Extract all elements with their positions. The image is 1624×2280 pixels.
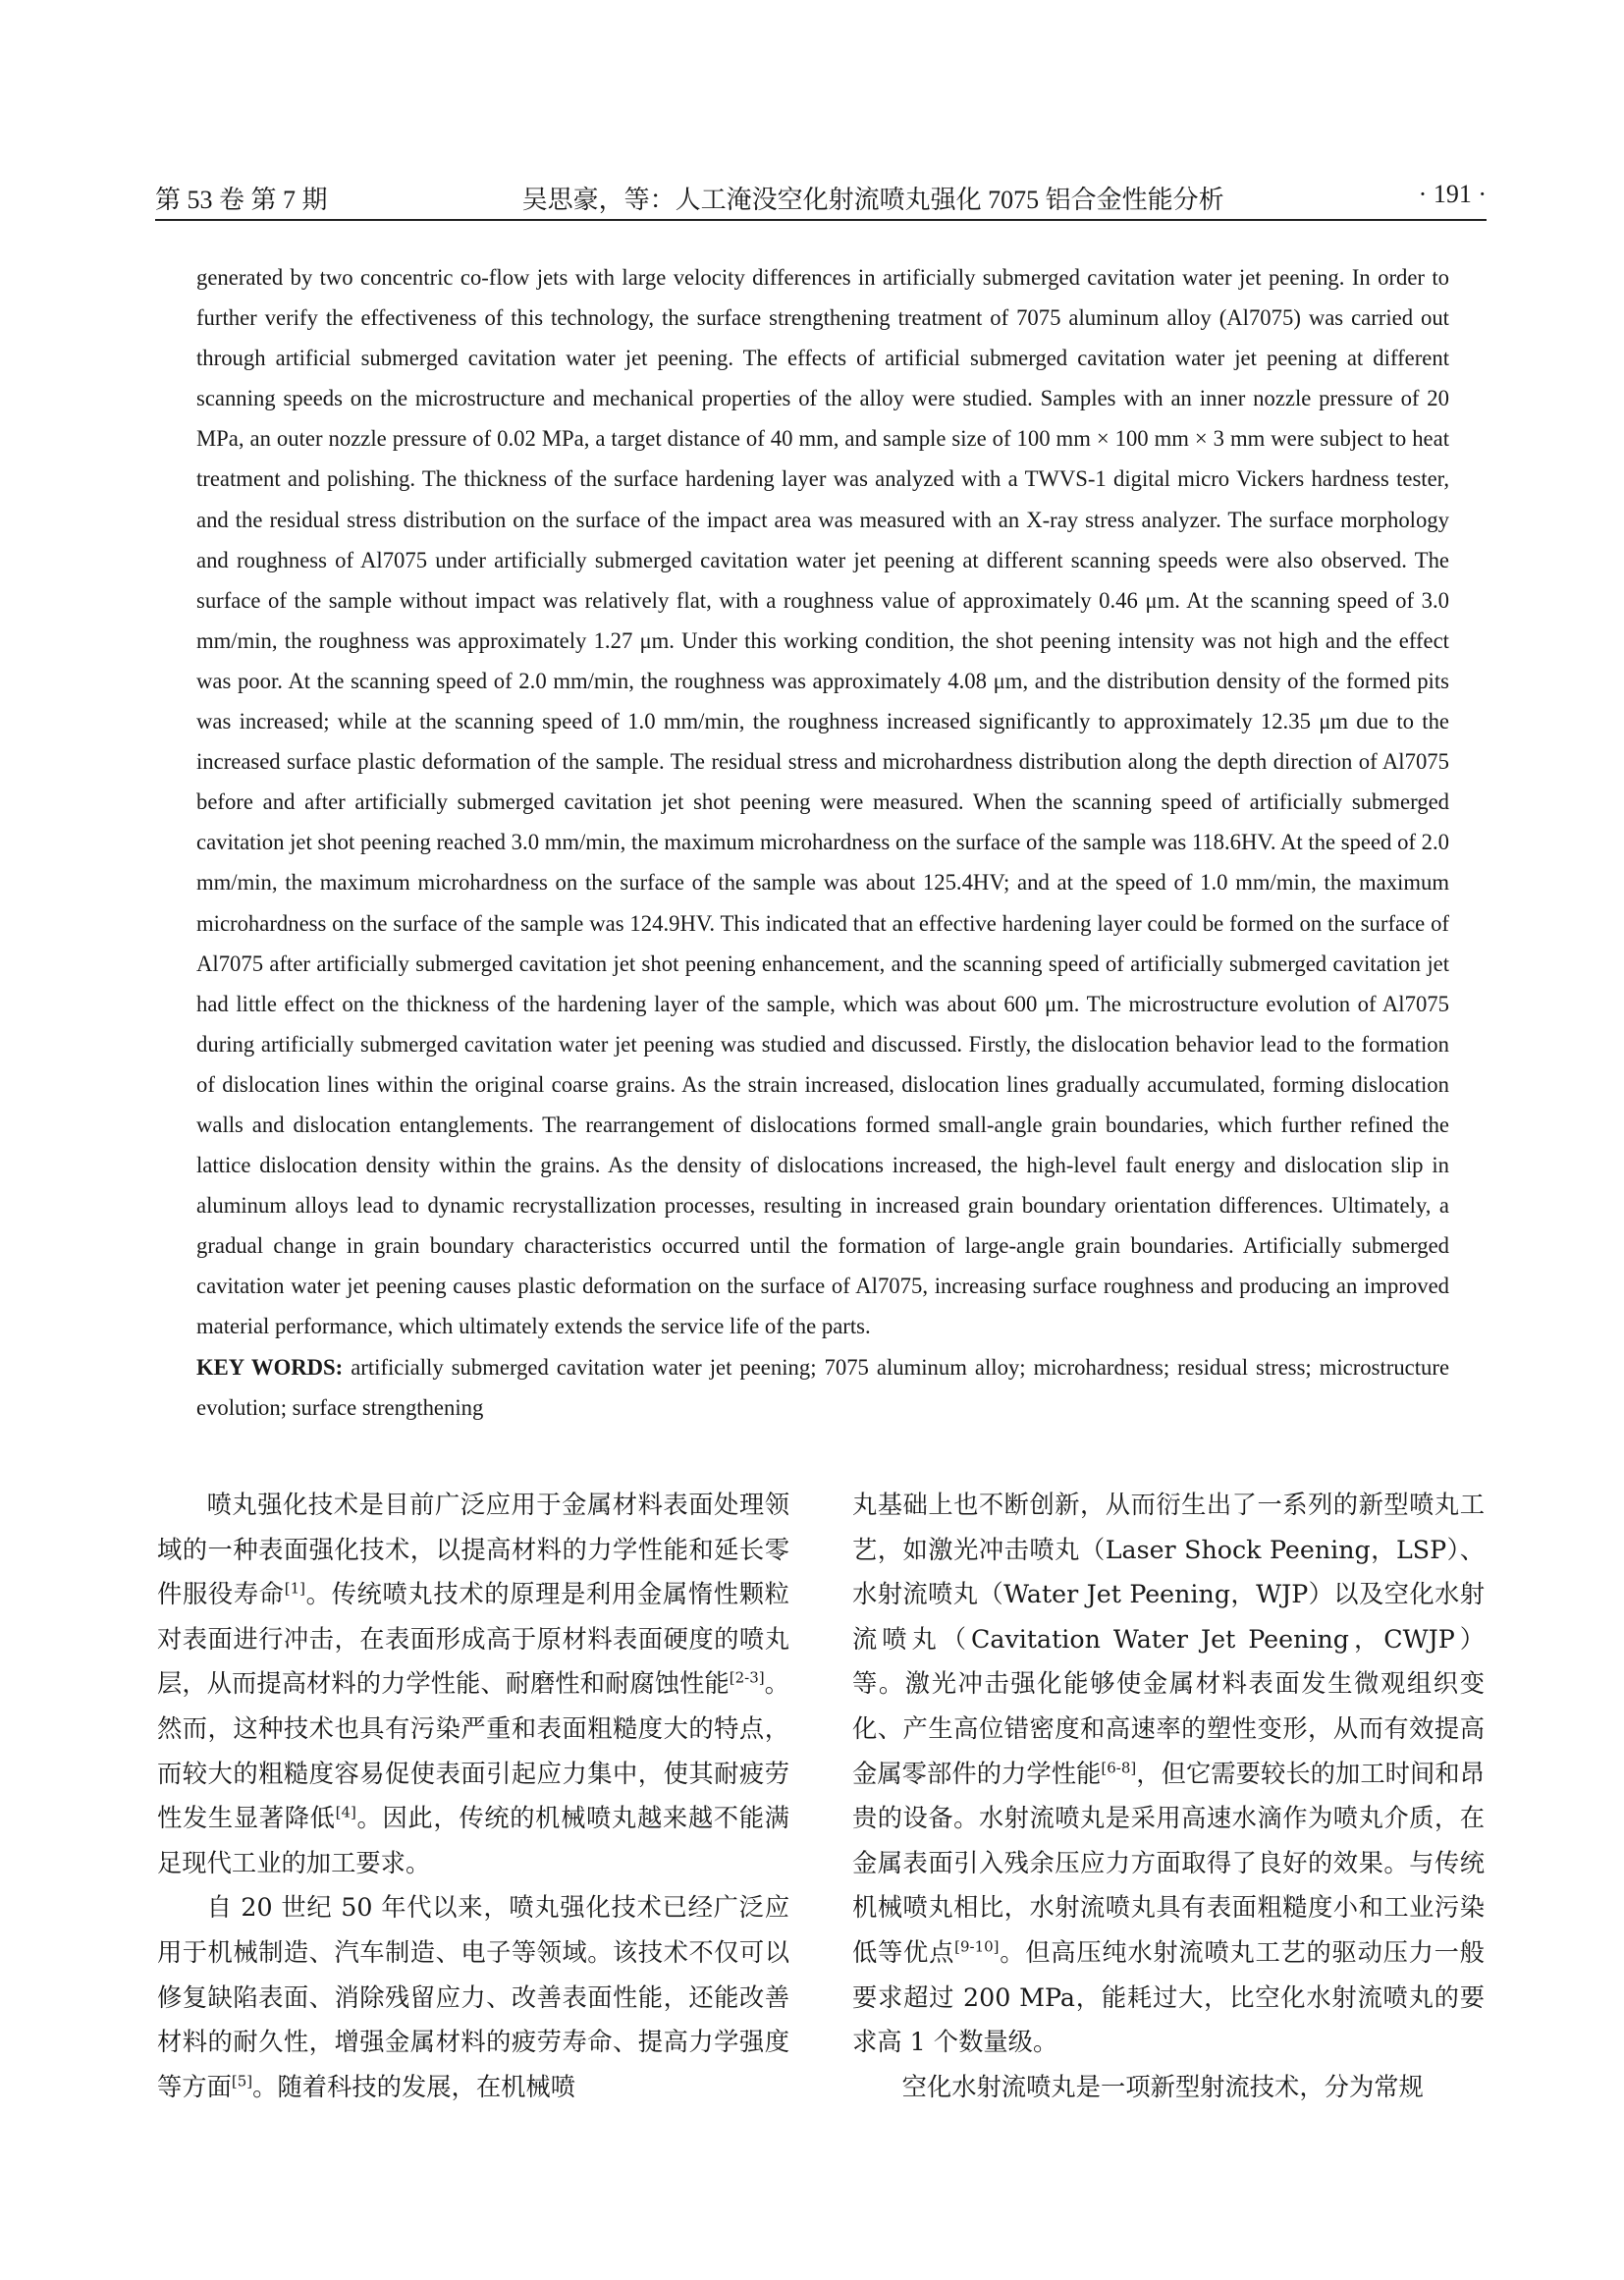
citation: [9-10] [954, 1937, 1000, 1956]
citation: [1] [284, 1579, 305, 1598]
text-run: 。因此，传统的机械喷丸越来越不能满足现代工业的加工要求。 [157, 1804, 789, 1877]
paragraph: 空化水射流喷丸是一项新型射流技术，分为常规 [901, 2072, 1424, 2101]
page-number: · 191 · [1418, 180, 1487, 208]
volume-issue: 第 53 卷 第 7 期 [155, 186, 328, 214]
body-column-left [157, 1483, 789, 2109]
citation: [6-8] [1101, 1759, 1137, 1777]
text-run: 。然而，这种技术也具有污染严重和表面粗糙度大的特点，而较大的粗糙度容易促使表面引起应力集中，使其耐疲劳性发生显著降低 [157, 1669, 789, 1833]
text-run: 丸基础上也不断创新，从而衍生出了一系列的新型喷丸工艺，如激光冲击喷丸（Laser Shock Peening，LSP）、水射流喷丸（Water Jet Peening，WJP）以及空化水射流喷丸（Cavitation Water Jet Peening，CWJP）等。激光冲击强化能够使金属材料表面发生微观组织变化、产生高位错密度和高速率的塑性变形，从而有效提高金属零部件的力学性能 [852, 1491, 1485, 1788]
abstract-text: generated by two concentric co-flow jets with large velocity differences in artificially submerged cavitation water jet peening. In order to further verify the effectiveness of this technology, the surface strengthening treatment of 7075 aluminum alloy (Al7075) was carried out through artificial submerged cavitation water jet peening. The effects of artificial submerged cavitation water jet peening at different scanning speeds on the microstructure and mechanical properties of the alloy were studied. Samples with an inner nozzle pressure of 20 MPa, an outer nozzle pressure of 0.02 MPa, a target distance of 40 mm, and sample size of 100 mm × 100 mm × 3 mm were subject to heat treatment and polishing. The thickness of the surface hardening layer was analyzed with a TWVS-1 digital micro Vickers hardness tester, and the residual stress distribution on the surface of the impact area was measured with an X-ray stress analyzer. The surface morphology and roughness of Al7075 under artificially submerged cavitation water jet peening at different scanning speeds were also observed. The surface of the sample without impact was relatively flat, with a roughness value of approximately 0.46 μm. At the scanning speed of 3.0 mm/min, the roughness was approximately 1.27 μm. Under this working condition, the shot peening intensity was not high and the effect was poor. At the scanning speed of 2.0 mm/min, the roughness was approximately 4.08 μm, and the distribution density of the formed pits was increased; while at the scanning speed of 1.0 mm/min, the roughness increased significantly to approximately 12.35 μm due to the increased surface plastic deformation of the sample. The residual stress and microhardness distribution along the depth direction of Al7075 before and after artificially submerged cavitation jet shot peening were measured. When the scanning speed of artificially submerged cavitation jet shot peening reached 3.0 mm/min, the maximum microhardness on the surface of the sample was 118.6HV. At the speed of 2.0 mm/min, the maximum microhardness on the surface of the sample was about 125.4HV; and at the speed of 1.0 mm/min, the maximum microhardness on the surface of the sample was 124.9HV. This indicated that an effective hardening layer could be formed on the surface of Al7075 after artificially submerged cavitation jet shot peening enhancement, and the scanning speed of artificially submerged cavitation jet had little effect on the thickness of the hardening layer of the sample, which was about 600 μm. The microstructure evolution of Al7075 during artificially submerged cavitation water jet peening was studied and discussed. Firstly, the dislocation behavior lead to the formation of dislocation lines within the original coarse grains. As the strain increased, dislocation lines gradually accumulated, forming dislocation walls and dislocation entanglements. The rearrangement of dislocations formed small-angle grain boundaries, which further refined the lattice dislocation density within the grains. As the density of dislocations increased, the high-level fault energy and dislocation slip in aluminum alloys lead to dynamic recrystallization processes, resulting in increased grain boundary orientation differences. Ultimately, a gradual change in grain boundary characteristics occurred until the formation of large-angle grain boundaries. Artificially submerged cavitation water jet peening causes plastic deformation on the surface of Al7075, increasing surface roughness and producing an improved material performance, which ultimately extends the service life of the parts. [196, 265, 1449, 1339]
citation: [2-3] [729, 1668, 765, 1687]
text-run: ，但它需要较长的加工时间和昂贵的设备。水射流喷丸是采用高速水滴作为喷丸介质，在金属表面引入残余压应力方面取得了良好的效果。与传统机械喷丸相比，水射流喷丸具有表面粗糙度小和工业污染低等优点 [852, 1759, 1485, 1967]
english-abstract [196, 257, 1449, 1428]
citation: [4] [335, 1803, 356, 1821]
paragraph [157, 1483, 789, 1885]
text-run: 。随着科技的发展，在机械喷 [252, 2072, 576, 2101]
keywords-paragraph [196, 1347, 1449, 1428]
running-header [155, 180, 1487, 221]
running-title: 吴思豪，等：人工淹没空化射流喷丸强化 7075 铝合金性能分析 [521, 186, 1224, 214]
keywords-label: KEY WORDS: [196, 1354, 344, 1380]
paragraph [157, 1885, 789, 2109]
citation: [5] [231, 2072, 253, 2090]
text-run: 。但高压纯水射流喷丸工艺的驱动压力一般要求超过 200 MPa，能耗过大，比空化水射流喷丸的要求高 1 个数量级。 [852, 1937, 1485, 2057]
text-run: 喷丸强化技术是目前广泛应用于金属材料表面处理领域的一种表面强化技术，以提高材料的力学性能和延长零件服役寿命 [157, 1491, 789, 1609]
paragraph [852, 1483, 1485, 2065]
text-run: 。传统喷丸技术的原理是利用金属惰性颗粒对表面进行冲击，在表面形成高于原材料表面硬度的喷丸层，从而提高材料的力学性能、耐磨性和耐腐蚀性能 [157, 1580, 789, 1699]
keywords-text: artificially submerged cavitation water jet peening; 7075 aluminum alloy; microhardness; residual stress; microstructure evolution; surface strengthening [196, 1354, 1450, 1420]
body-column-right [852, 1483, 1485, 2109]
text-run: 自 20 世纪 50 年代以来，喷丸强化技术已经广泛应用于机械制造、汽车制造、电子等领域。该技术不仅可以修复缺陷表面、消除残留应力、改善表面性能，还能改善材料的耐久性，增强金属材料的疲劳寿命、提高力学强度等方面 [157, 1893, 789, 2101]
